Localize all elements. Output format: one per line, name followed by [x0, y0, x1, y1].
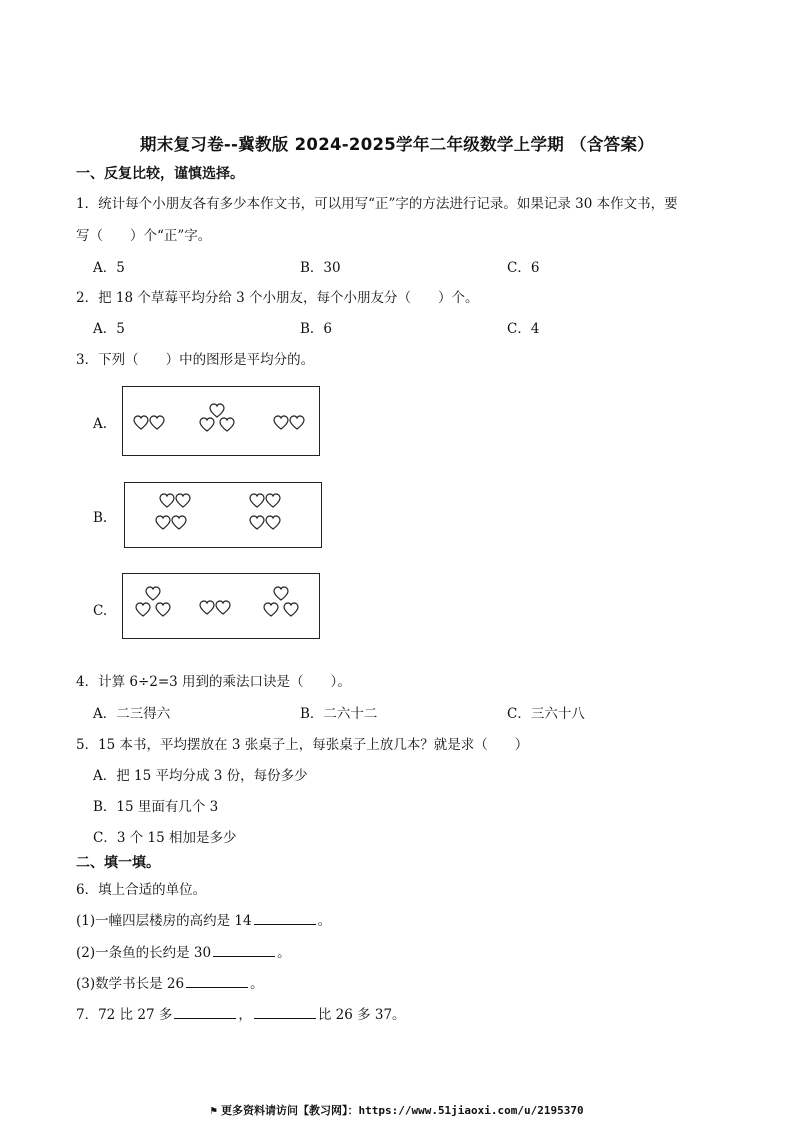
question-6-item-2 — [76, 941, 291, 961]
answer-blank[interactable] — [254, 910, 316, 925]
question-7-part-1: 7．72 比 27 多 — [76, 1007, 173, 1023]
page-title: 期末复习卷--冀教版 2024-2025学年二年级数学上学期 （含答案） — [139, 135, 655, 154]
heart-icon — [266, 516, 280, 529]
question-6-item-1-text: (1)一幢四层楼房的高约是 14 — [76, 913, 252, 929]
heart-icon — [146, 587, 160, 600]
heart-icon — [150, 416, 164, 429]
question-6-item-1-end: 。 — [317, 913, 332, 929]
answer-blank[interactable] — [174, 1004, 236, 1019]
question-2-option-a: A．5 — [93, 321, 125, 337]
question-2-option-c: C．4 — [507, 321, 540, 337]
heart-icon — [176, 494, 190, 507]
figure-a-hearts — [123, 387, 319, 455]
question-5-text: 5．15 本书，平均摆放在 3 张桌子上，每张桌子上放几本？就是求（ ） — [76, 737, 529, 753]
figure-b-box — [124, 482, 322, 548]
question-6-item-2-end: 。 — [277, 945, 291, 961]
heart-icon — [134, 416, 148, 429]
question-6-item-3-text: (3)数学书长是 26 — [76, 976, 185, 992]
answer-blank[interactable] — [213, 942, 275, 957]
heart-icon — [264, 603, 278, 616]
heart-icon — [200, 601, 214, 614]
question-7 — [76, 1003, 406, 1023]
question-4-option-b: B．二六十二 — [300, 706, 378, 722]
question-4-text: 4．计算 6÷2=3 用到的乘法口诀是（ ）。 — [76, 674, 351, 690]
heart-icon — [216, 601, 230, 614]
figure-b-label: B. — [93, 510, 108, 526]
footer-text: 更多资料请访问【教习网】：https://www.51jiaoxi.com/u/2195370 — [220, 1104, 584, 1117]
footer-link[interactable] — [0, 1102, 794, 1118]
question-3-text: 3．下列（ ）中的图形是平均分的。 — [76, 352, 315, 368]
question-1-option-a: A．5 — [93, 260, 125, 276]
answer-blank[interactable] — [186, 973, 248, 988]
question-6-item-1 — [76, 909, 331, 929]
answer-blank[interactable] — [254, 1004, 316, 1019]
heart-icon — [200, 418, 214, 431]
heart-icon — [284, 603, 298, 616]
question-4-option-a: A．二三得六 — [93, 706, 171, 722]
figure-a-box — [122, 386, 320, 456]
heart-icon — [274, 587, 288, 600]
heart-icon — [220, 418, 234, 431]
question-2-option-b: B．6 — [300, 321, 333, 337]
heart-icon — [136, 603, 150, 616]
heart-icon — [250, 494, 264, 507]
heart-icon — [290, 416, 304, 429]
question-6-item-3 — [76, 972, 264, 992]
question-5-option-a: A．把 15 平均分成 3 份，每份多少 — [93, 768, 308, 784]
flag-icon: ⚑ — [210, 1104, 217, 1117]
figure-c-box — [122, 573, 320, 639]
heart-icon — [156, 516, 170, 529]
question-2-text: 2．把 18 个草莓平均分给 3 个小朋友，每个小朋友分（ ）个。 — [76, 290, 479, 306]
heart-icon — [160, 494, 174, 507]
question-6-text: 6．填上合适的单位。 — [76, 882, 207, 898]
heart-icon — [250, 516, 264, 529]
figure-c-label: C. — [93, 603, 108, 619]
question-6-item-2-text: (2)一条鱼的长约是 30 — [76, 945, 212, 961]
figure-c-hearts — [123, 574, 319, 638]
section-heading-1: 一、反复比较，谨慎选择。 — [76, 166, 244, 182]
question-1-line-1: 1．统计每个小朋友各有多少本作文书，可以用写“正”字的方法进行记录。如果记录 30 本作文书，要 — [76, 196, 678, 212]
figure-a-label: A. — [93, 416, 108, 432]
heart-icon — [266, 494, 280, 507]
question-7-part-3: 比 26 多 37。 — [317, 1007, 406, 1023]
question-1-option-c: C．6 — [507, 260, 540, 276]
question-5-option-c: C．3 个 15 相加是多少 — [93, 830, 237, 846]
question-1-option-b: B．30 — [300, 260, 341, 276]
question-7-part-2: ， — [238, 1007, 252, 1023]
heart-icon — [156, 603, 170, 616]
question-6-item-3-end: 。 — [250, 976, 264, 992]
question-1-line-2: 写（ ）个“正”字。 — [76, 228, 212, 244]
figure-b-hearts — [125, 483, 321, 547]
section-heading-2: 二、填一填。 — [76, 855, 160, 871]
question-4-option-c: C．三六十八 — [507, 706, 585, 722]
heart-icon — [172, 516, 186, 529]
heart-icon — [274, 416, 288, 429]
heart-icon — [210, 404, 224, 417]
question-5-option-b: B．15 里面有几个 3 — [93, 799, 219, 815]
